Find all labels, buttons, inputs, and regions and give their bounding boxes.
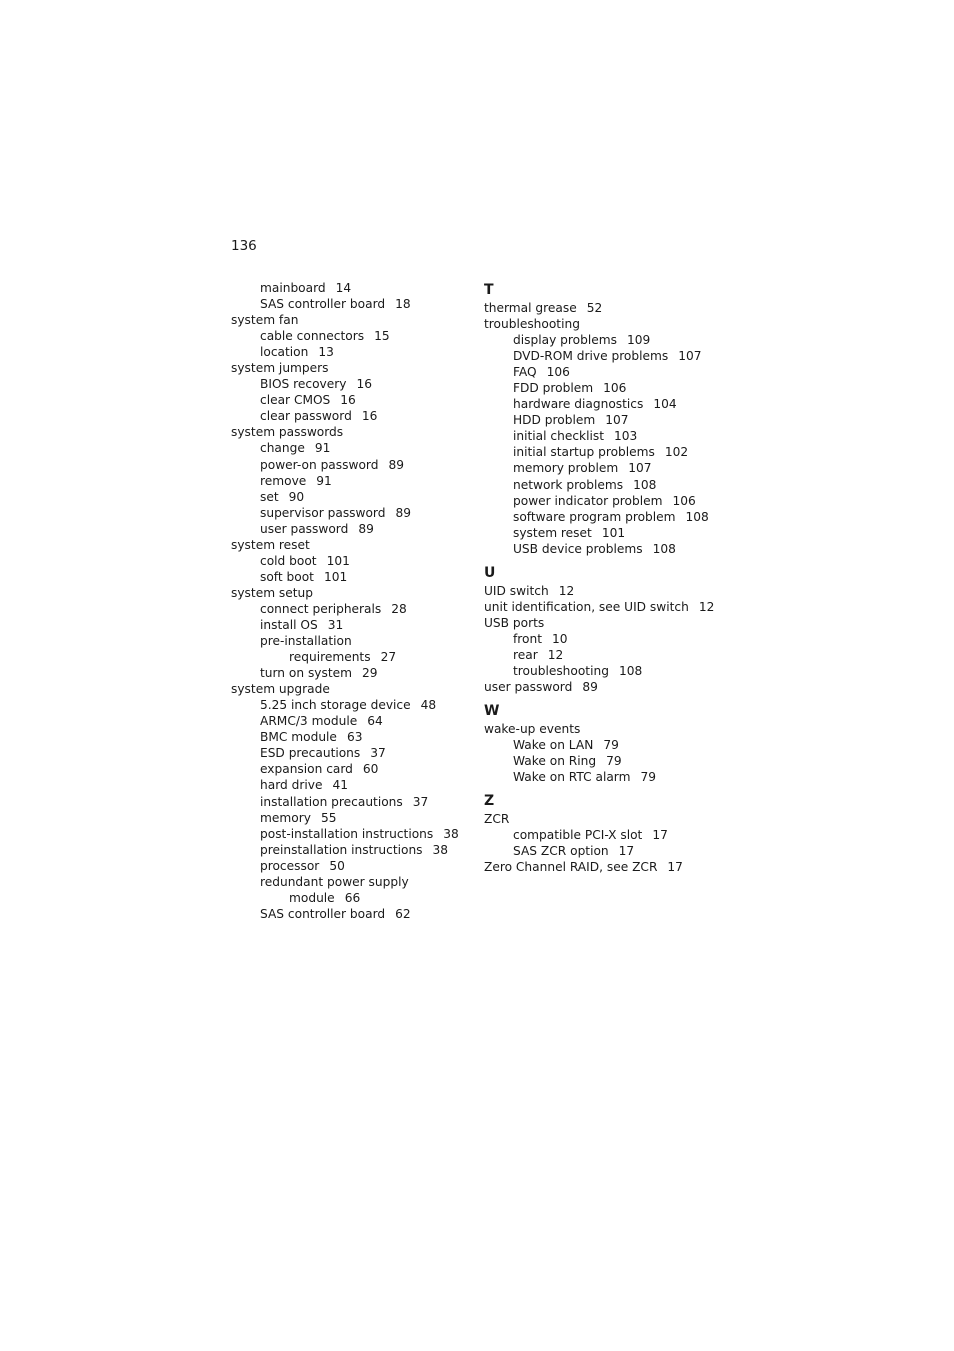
index-term: rear xyxy=(513,647,538,662)
index-page-ref: 37 xyxy=(370,746,386,761)
index-term: clear CMOS xyxy=(260,393,331,408)
index-page-ref: 107 xyxy=(678,349,702,364)
index-page-ref: 27 xyxy=(380,650,397,665)
index-entry xyxy=(484,811,724,827)
index-term: set xyxy=(260,489,279,504)
index-term: system fan xyxy=(231,313,299,328)
index-subentry xyxy=(484,364,724,380)
index-term: unit identification, see UID switch xyxy=(484,599,689,614)
index-subentry xyxy=(484,737,724,753)
index-page-ref: 31 xyxy=(327,617,344,632)
index-subentry xyxy=(231,617,471,633)
index-page-ref: 91 xyxy=(316,473,332,488)
index-page-ref: 102 xyxy=(664,445,689,460)
index-page-ref: 10 xyxy=(552,631,568,646)
index-page-ref: 55 xyxy=(320,810,337,825)
index-page-ref: 107 xyxy=(628,461,652,476)
index-page-ref: 106 xyxy=(672,493,696,508)
index-page-ref: 109 xyxy=(626,333,651,348)
index-page-ref: 15 xyxy=(374,329,390,344)
index-page-ref: 64 xyxy=(367,714,383,729)
index-page-ref: 89 xyxy=(582,680,598,695)
index-term: SAS ZCR option xyxy=(513,844,609,859)
index-term: memory problem xyxy=(513,461,619,476)
index-term: post-installation instructions xyxy=(260,826,434,841)
index-page-ref: 18 xyxy=(395,297,411,312)
index-page-ref: 16 xyxy=(361,409,378,424)
index-page-ref: 79 xyxy=(606,754,622,769)
index-entry xyxy=(484,316,724,332)
index-entry xyxy=(231,681,471,697)
index-term: preinstallation instructions xyxy=(260,842,423,857)
index-page-ref: 38 xyxy=(443,826,459,841)
section-letter-heading: W xyxy=(484,703,500,720)
index-term: clear password xyxy=(260,409,352,424)
index-page-ref: 12 xyxy=(547,647,564,662)
index-page-ref: 12 xyxy=(558,583,575,598)
index-term: ESD precautions xyxy=(260,746,361,761)
section-letter-heading: Z xyxy=(484,793,495,810)
index-entry xyxy=(231,537,471,553)
index-term: supervisor password xyxy=(260,505,386,520)
index-page-ref: 48 xyxy=(420,698,437,713)
index-page-ref: 50 xyxy=(329,858,345,873)
index-column-left xyxy=(231,280,471,922)
index-page-ref: 62 xyxy=(395,906,411,921)
index-subentry xyxy=(231,633,471,649)
index-subentry xyxy=(484,412,724,428)
index-term: front xyxy=(513,631,542,646)
index-term: expansion card xyxy=(260,762,353,777)
index-subentry xyxy=(484,493,724,509)
index-term: Wake on LAN xyxy=(513,738,594,753)
index-page-ref: 101 xyxy=(326,553,350,568)
index-term: system passwords xyxy=(231,425,344,440)
index-term: mainboard xyxy=(260,281,326,295)
index-subentry xyxy=(231,344,471,360)
index-subentry xyxy=(231,810,471,826)
index-term: pre-installation xyxy=(260,634,352,649)
index-page-ref: 103 xyxy=(613,429,638,444)
index-term: SAS controller board xyxy=(260,297,386,312)
index-subentry xyxy=(231,569,471,585)
index-page-ref: 16 xyxy=(340,393,356,408)
index-subentry xyxy=(231,440,471,456)
index-term: user password xyxy=(484,680,573,695)
index-subentry xyxy=(231,777,471,793)
index-term: change xyxy=(260,441,305,456)
index-page-ref: 28 xyxy=(391,601,407,616)
index-subentry xyxy=(484,843,724,859)
index-subentry xyxy=(231,697,471,713)
index-term: software program problem xyxy=(513,509,676,524)
index-page-ref: 29 xyxy=(362,666,378,681)
index-subentry xyxy=(231,761,471,777)
index-page-ref: 13 xyxy=(318,345,334,360)
index-term: SAS controller board xyxy=(260,906,386,921)
index-term: troubleshooting xyxy=(484,317,580,332)
index-term: compatible PCI-X slot xyxy=(513,828,643,843)
index-page-ref: 52 xyxy=(586,301,603,315)
index-page-ref: 89 xyxy=(395,505,411,520)
index-term: soft boot xyxy=(260,569,314,584)
index-term: system reset xyxy=(513,525,592,540)
index-subentry xyxy=(231,826,471,842)
index-page-ref: 12 xyxy=(698,599,715,614)
index-page-ref: 101 xyxy=(601,525,626,540)
index-page-ref: 89 xyxy=(388,457,404,472)
index-subentry xyxy=(231,457,471,473)
index-page-ref: 79 xyxy=(640,770,656,785)
index-term: cold boot xyxy=(260,553,317,568)
index-subentry xyxy=(484,753,724,769)
index-term: Wake on Ring xyxy=(513,754,597,769)
index-entry xyxy=(484,300,724,316)
index-page-ref: 79 xyxy=(603,738,619,753)
index-subentry xyxy=(231,328,471,344)
index-term: system jumpers xyxy=(231,361,329,376)
index-column-right xyxy=(484,280,724,875)
index-page-ref: 17 xyxy=(618,844,635,859)
index-term: 5.25 inch storage device xyxy=(260,698,411,713)
index-subentry xyxy=(484,631,724,647)
index-term: network problems xyxy=(513,477,624,492)
index-subentry xyxy=(231,392,471,408)
index-term: thermal grease xyxy=(484,301,577,315)
index-page-ref: 108 xyxy=(618,663,643,678)
index-page-ref: 91 xyxy=(314,441,331,456)
index-term: USB ports xyxy=(484,615,545,630)
index-page-ref: 104 xyxy=(653,397,677,412)
index-term: install OS xyxy=(260,617,318,632)
index-term: hardware diagnostics xyxy=(513,397,644,412)
index-term: memory xyxy=(260,810,311,825)
index-subentry xyxy=(231,601,471,617)
index-subentry xyxy=(231,649,471,665)
index-subentry xyxy=(231,408,471,424)
index-term: troubleshooting xyxy=(513,663,609,678)
index-page-ref: 16 xyxy=(356,377,373,392)
index-subentry xyxy=(484,525,724,541)
index-page-ref: 14 xyxy=(335,281,352,295)
index-page-ref: 37 xyxy=(412,794,429,809)
page-number: 136 xyxy=(231,238,257,254)
index-term: processor xyxy=(260,858,320,873)
index-term: connect peripherals xyxy=(260,601,382,616)
section-letter-heading: U xyxy=(484,564,496,581)
index-entry xyxy=(484,859,724,875)
index-subentry xyxy=(484,477,724,493)
index-subentry xyxy=(231,729,471,745)
index-page-ref: 90 xyxy=(288,489,305,504)
index-page-ref: 63 xyxy=(346,730,363,745)
index-term: display problems xyxy=(513,333,617,348)
index-page-ref: 89 xyxy=(358,521,374,536)
index-page-ref: 17 xyxy=(652,828,668,843)
index-entry xyxy=(231,424,471,440)
index-page-ref: 108 xyxy=(633,477,657,492)
index-page-ref: 108 xyxy=(685,509,709,524)
index-term: ZCR xyxy=(484,812,510,827)
index-term: Wake on RTC alarm xyxy=(513,770,631,785)
index-term: BIOS recovery xyxy=(260,377,347,392)
index-entry xyxy=(484,679,724,695)
index-subentry xyxy=(484,647,724,663)
index-page-ref: 106 xyxy=(603,381,627,396)
index-subentry xyxy=(231,553,471,569)
index-term: hard drive xyxy=(260,778,323,793)
index-page-ref: 38 xyxy=(432,842,449,857)
index-term: requirements xyxy=(289,650,371,665)
index-page-ref: 17 xyxy=(667,860,683,875)
index-term: cable connectors xyxy=(260,329,365,344)
index-entry xyxy=(484,615,724,631)
index-term: initial checklist xyxy=(513,429,604,444)
index-subentry xyxy=(231,858,471,874)
index-page-ref: 108 xyxy=(652,541,676,556)
index-term: initial startup problems xyxy=(513,445,655,460)
index-term: installation precautions xyxy=(260,794,403,809)
index-subentry xyxy=(231,665,471,681)
index-page-ref: 107 xyxy=(605,413,629,428)
index-entry xyxy=(231,312,471,328)
index-subentry xyxy=(484,428,724,444)
index-term: location xyxy=(260,345,309,360)
index-term: system setup xyxy=(231,585,314,600)
index-term: power indicator problem xyxy=(513,493,663,508)
index-subentry xyxy=(484,509,724,525)
index-subentry xyxy=(484,460,724,476)
index-subentry xyxy=(484,444,724,460)
index-term: wake-up events xyxy=(484,722,581,737)
index-term: USB device problems xyxy=(513,541,643,556)
index-term: user password xyxy=(260,521,349,536)
index-term: system reset xyxy=(231,537,310,552)
index-term: FDD problem xyxy=(513,381,594,396)
index-term: turn on system xyxy=(260,666,353,681)
index-subentry xyxy=(231,745,471,761)
index-subentry xyxy=(231,296,471,312)
index-page-ref: 101 xyxy=(323,569,348,584)
index-subentry xyxy=(484,541,724,557)
index-subentry xyxy=(231,505,471,521)
index-subentry xyxy=(231,473,471,489)
index-subentry xyxy=(231,874,471,890)
index-term: FAQ xyxy=(513,365,537,380)
index-subentry xyxy=(484,827,724,843)
index-page-ref: 106 xyxy=(546,365,570,380)
index-entry xyxy=(484,599,724,615)
index-subentry xyxy=(231,521,471,537)
index-page-ref: 41 xyxy=(332,778,348,793)
index-term: redundant power supply xyxy=(260,874,409,889)
index-entry xyxy=(231,360,471,376)
index-subentry xyxy=(231,280,471,296)
index-term: HDD problem xyxy=(513,413,596,428)
index-subentry xyxy=(231,794,471,810)
index-subentry xyxy=(231,842,471,858)
index-entry xyxy=(231,585,471,601)
index-subentry xyxy=(231,890,471,906)
index-subentry xyxy=(484,380,724,396)
index-subentry xyxy=(231,713,471,729)
index-term: Zero Channel RAID, see ZCR xyxy=(484,860,658,875)
index-subentry xyxy=(484,663,724,679)
index-term: module xyxy=(289,890,335,905)
index-subentry xyxy=(484,396,724,412)
index-page-ref: 66 xyxy=(344,890,361,905)
index-term: system upgrade xyxy=(231,682,330,697)
index-subentry xyxy=(231,376,471,392)
index-term: ARMC/3 module xyxy=(260,714,358,729)
index-subentry xyxy=(231,489,471,505)
index-entry xyxy=(484,583,724,599)
index-subentry xyxy=(484,348,724,364)
index-subentry xyxy=(484,769,724,785)
index-entry xyxy=(484,721,724,737)
index-term: DVD-ROM drive problems xyxy=(513,349,669,364)
index-page-ref: 60 xyxy=(362,762,379,777)
section-letter-heading: T xyxy=(484,282,494,298)
index-term: remove xyxy=(260,473,307,488)
index-term: BMC module xyxy=(260,730,337,745)
index-term: power-on password xyxy=(260,457,379,472)
index-term: UID switch xyxy=(484,583,549,598)
index-subentry xyxy=(484,332,724,348)
index-subentry xyxy=(231,906,471,922)
